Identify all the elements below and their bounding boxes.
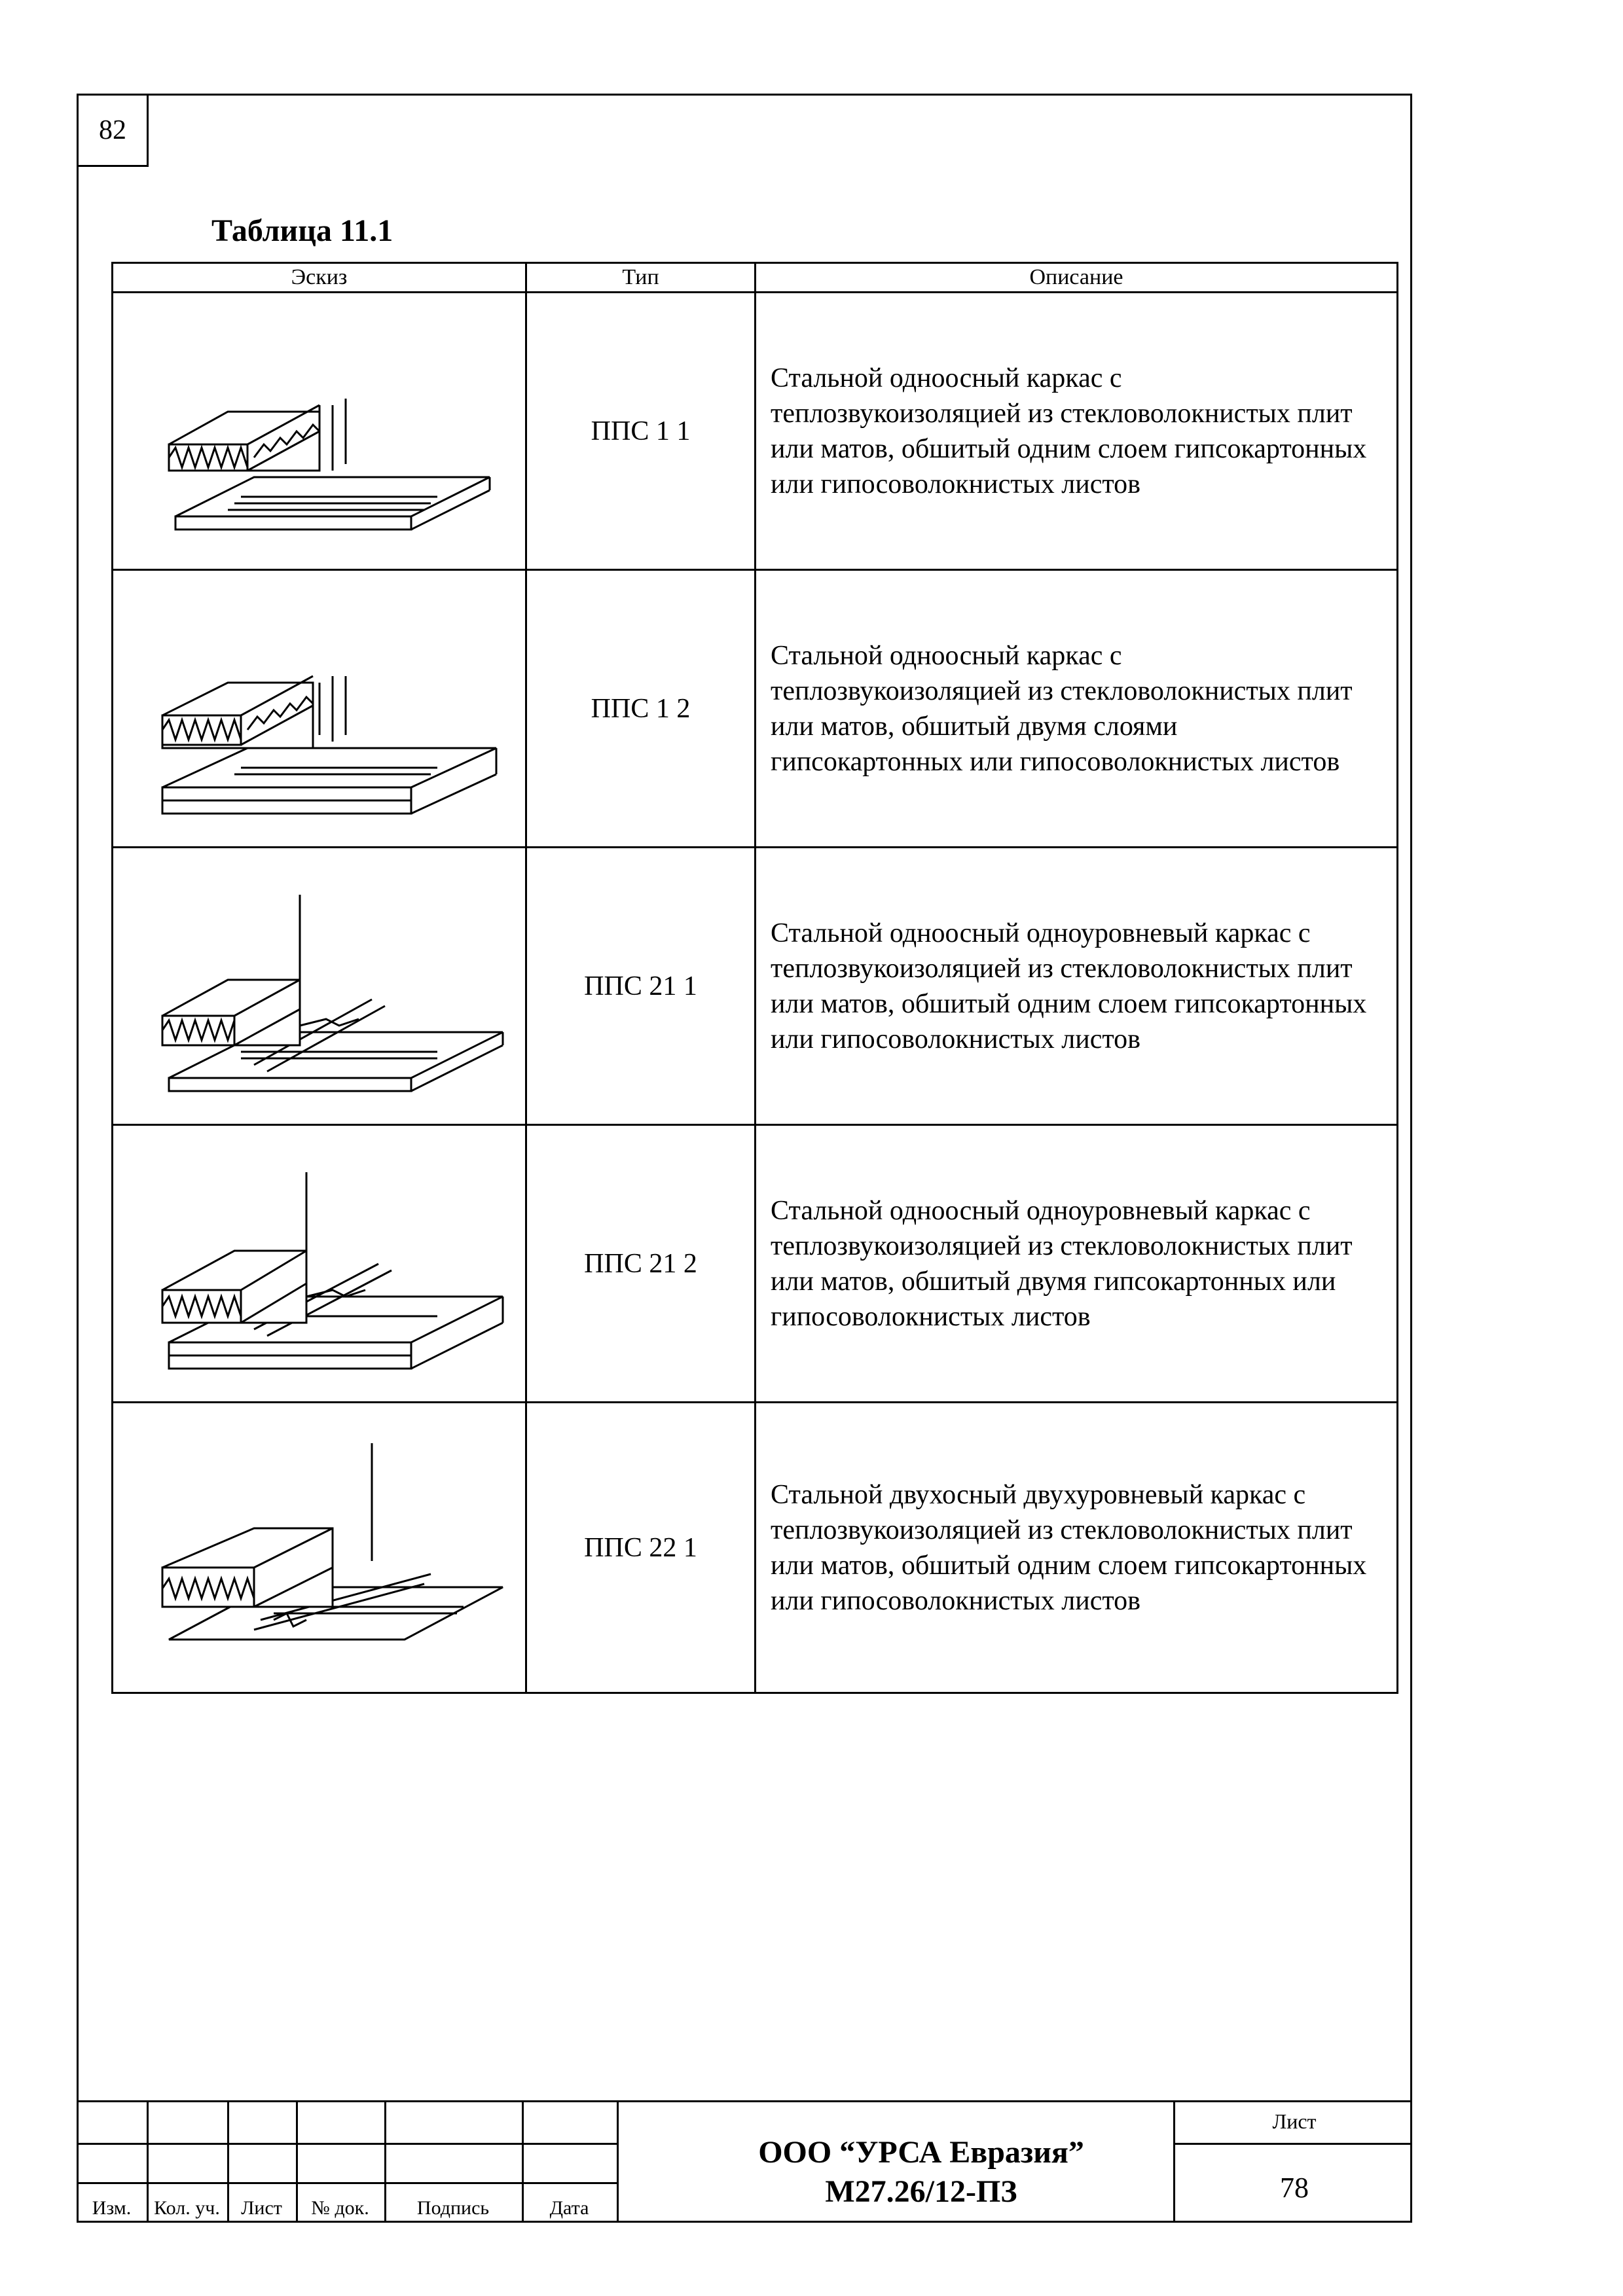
document-code: М27.26/12-ПЗ [825,2174,1017,2209]
stamp-label-change: Изм. [92,2197,132,2219]
type-cell: ППС 1 2 [526,570,756,848]
description-cell: Стальной одноосный одноуровневый каркас с теплозвукоизоляцией из стекловолокнистых плит или матов, обшитый двумя гипсокартонных или гипосоволокнистых листов [756,1125,1398,1403]
table-header-row [113,263,1398,293]
sketch-cell [113,848,526,1125]
description-cell: Стальной одноосный каркас с теплозвукоизоляцией из стекловолокнистых плит или матов, обшитый двумя слоями гипсокартонных или гипосоволокнистых листов [756,570,1398,848]
description-cell: Стальной одноосный каркас с теплозвукоизоляцией из стекловолокнистых плит или матов, обшитый одним слоем гипсокартонных или гипосоволокнистых листов [756,293,1398,570]
sketch-cell [113,570,526,848]
organization-name: ООО “УРСА Евразия” [758,2135,1084,2170]
ceiling-sketch-image [123,300,516,562]
construction-table [111,262,1398,1694]
table-row [113,1403,1398,1693]
description-cell: Стальной двухосный двухуровневый каркас с теплозвукоизоляцией из стекловолокнистых плит или матов, обшитый одним слоем гипсокартонных или гипосоволокнистых листов [756,1403,1398,1693]
sketch-cell [113,293,526,570]
sheet-label: Лист [1272,2109,1317,2133]
organization-block [620,2133,1222,2212]
type-cell: ППС 1 1 [526,293,756,570]
table-row [113,1125,1398,1403]
title-block [77,2100,1412,2223]
stamp-label-sheet: Лист [241,2197,282,2219]
stamp-label-count: Кол. уч. [154,2197,220,2219]
header-sketch: Эскиз [113,263,526,293]
table-row [113,293,1398,570]
type-cell: ППС 22 1 [526,1403,756,1693]
type-cell: ППС 21 2 [526,1125,756,1403]
stamp-label-date: Дата [549,2197,589,2219]
ceiling-sketch-image [123,578,516,840]
stamp-label-doc-number: № док. [311,2197,369,2219]
ceiling-sketch-image [123,1417,516,1679]
sheet-number: 78 [1280,2172,1309,2204]
table-row [113,570,1398,848]
stamp-label-signature: Подпись [416,2197,490,2219]
header-description: Описание [756,263,1398,293]
header-type: Тип [526,263,756,293]
ceiling-sketch-image [123,855,516,1117]
table-title: Таблица 11.1 [211,213,393,248]
description-cell: Стальной одноосный одноуровневый каркас с теплозвукоизоляцией из стекловолокнистых плит или матов, обшитый одним слоем гипсокартонных или гипосоволокнистых листов [756,848,1398,1125]
page-number: 82 [77,94,149,167]
sketch-cell [113,1403,526,1693]
type-cell: ППС 21 1 [526,848,756,1125]
sketch-cell [113,1125,526,1403]
ceiling-sketch-image [123,1133,516,1395]
table-row [113,848,1398,1125]
